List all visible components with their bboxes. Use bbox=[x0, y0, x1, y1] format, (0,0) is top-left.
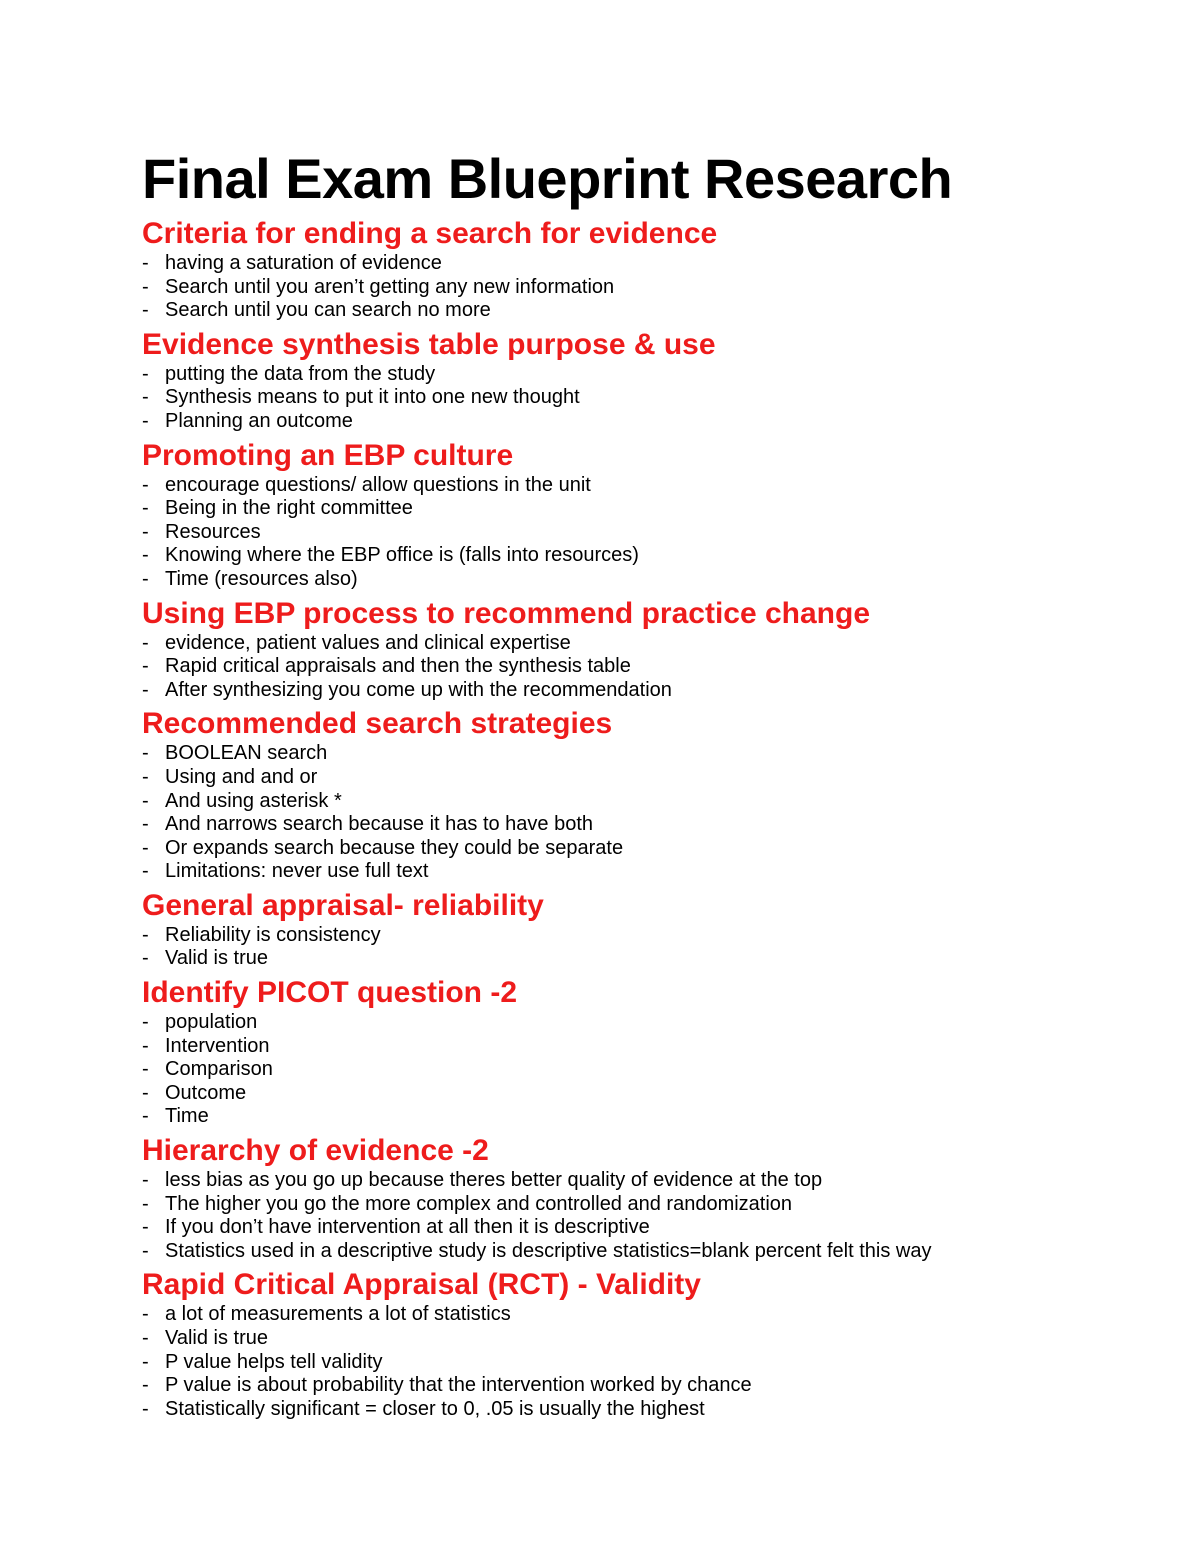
list-item bbox=[142, 1351, 1142, 1375]
section bbox=[142, 327, 1142, 434]
section-heading: Promoting an EBP culture bbox=[142, 438, 514, 472]
list-item-text: Synthesis means to put it into one new thought bbox=[165, 386, 580, 409]
list-item bbox=[142, 521, 1142, 545]
section bbox=[142, 888, 1142, 971]
bullet-list bbox=[142, 474, 1142, 592]
section bbox=[142, 596, 1142, 703]
bullet-dash: - bbox=[142, 409, 149, 432]
list-item bbox=[142, 1240, 1142, 1264]
list-item bbox=[142, 742, 1142, 766]
list-item-text: BOOLEAN search bbox=[165, 742, 328, 765]
list-item-text: encourage questions/ allow questions in the unit bbox=[165, 473, 591, 496]
bullet-dash: - bbox=[142, 860, 149, 883]
bullet-dash: - bbox=[142, 923, 149, 946]
section-heading: Evidence synthesis table purpose & use bbox=[142, 327, 716, 361]
bullet-dash: - bbox=[142, 1169, 149, 1192]
list-item bbox=[142, 1082, 1142, 1106]
list-item-text: population bbox=[165, 1011, 258, 1034]
bullet-dash: - bbox=[142, 742, 149, 765]
bullet-dash: - bbox=[142, 386, 149, 409]
bullet-list bbox=[142, 632, 1142, 703]
bullet-list bbox=[142, 252, 1142, 323]
bullet-dash: - bbox=[142, 1105, 149, 1128]
list-item-text: Limitations: never use full text bbox=[165, 860, 429, 883]
bullet-dash: - bbox=[142, 275, 149, 298]
bullet-dash: - bbox=[142, 497, 149, 520]
list-item bbox=[142, 790, 1142, 814]
list-item-text: Planning an outcome bbox=[165, 409, 353, 432]
document-title: Final Exam Blueprint Research bbox=[142, 147, 953, 210]
list-item bbox=[142, 813, 1142, 837]
list-item bbox=[142, 924, 1142, 948]
list-item bbox=[142, 1058, 1142, 1082]
list-item-text: Time (resources also) bbox=[165, 567, 358, 590]
bullet-dash: - bbox=[142, 1350, 149, 1373]
bullet-dash: - bbox=[142, 544, 149, 567]
list-item bbox=[142, 1374, 1142, 1398]
section-heading: Using EBP process to recommend practice change bbox=[142, 596, 871, 630]
list-item-text: Using and and or bbox=[165, 765, 318, 788]
list-item bbox=[142, 1193, 1142, 1217]
list-item-text: putting the data from the study bbox=[165, 362, 436, 385]
bullet-dash: - bbox=[142, 299, 149, 322]
bullet-list bbox=[142, 1303, 1142, 1421]
list-item-text: Outcome bbox=[165, 1081, 247, 1104]
list-item bbox=[142, 410, 1142, 434]
bullet-dash: - bbox=[142, 765, 149, 788]
list-item-text: The higher you go the more complex and controlled and randomization bbox=[165, 1192, 793, 1215]
document-page bbox=[142, 146, 1142, 1421]
bullet-dash: - bbox=[142, 473, 149, 496]
list-item bbox=[142, 1303, 1142, 1327]
list-item bbox=[142, 837, 1142, 861]
list-item-text: Statistics used in a descriptive study is descriptive statistics=blank percent felt this way bbox=[165, 1239, 932, 1262]
bullet-list bbox=[142, 1011, 1142, 1129]
bullet-dash: - bbox=[142, 1034, 149, 1057]
section bbox=[142, 1267, 1142, 1421]
list-item-text: evidence, patient values and clinical expertise bbox=[165, 631, 571, 654]
list-item bbox=[142, 679, 1142, 703]
list-item bbox=[142, 276, 1142, 300]
list-item-text: Valid is true bbox=[165, 1327, 269, 1349]
list-item-text: Intervention bbox=[165, 1034, 270, 1057]
list-item-text: P value helps tell validity bbox=[165, 1350, 383, 1373]
bullet-dash: - bbox=[142, 1327, 149, 1349]
list-item bbox=[142, 299, 1142, 323]
section-heading: Criteria for ending a search for evidence bbox=[142, 217, 718, 250]
list-item bbox=[142, 947, 1142, 971]
bullet-dash: - bbox=[142, 362, 149, 385]
list-item-text: Resources bbox=[165, 520, 261, 543]
bullet-dash: - bbox=[142, 1058, 149, 1081]
list-item bbox=[142, 544, 1142, 568]
bullet-dash: - bbox=[142, 836, 149, 859]
bullet-dash: - bbox=[142, 631, 149, 654]
list-item-text: Time bbox=[165, 1105, 209, 1128]
section-heading: Identify PICOT question -2 bbox=[142, 976, 518, 1010]
section bbox=[142, 706, 1142, 884]
list-item-text: P value is about probability that the intervention worked by chance bbox=[165, 1374, 752, 1397]
sections-container bbox=[142, 216, 1142, 1421]
list-item-text: Or expands search because they could be separate bbox=[165, 836, 624, 859]
bullet-dash: - bbox=[142, 678, 149, 701]
list-item bbox=[142, 1011, 1142, 1035]
bullet-dash: - bbox=[142, 1397, 149, 1420]
bullet-dash: - bbox=[142, 789, 149, 812]
section bbox=[142, 1133, 1142, 1263]
section bbox=[142, 216, 1142, 323]
bullet-dash: - bbox=[142, 655, 149, 678]
bullet-dash: - bbox=[142, 1192, 149, 1215]
list-item bbox=[142, 1105, 1142, 1129]
bullet-dash: - bbox=[142, 1239, 149, 1262]
list-item bbox=[142, 1216, 1142, 1240]
list-item-text: Reliability is consistency bbox=[165, 923, 381, 946]
list-item-text: a lot of measurements a lot of statistics bbox=[165, 1303, 511, 1326]
list-item-text: Comparison bbox=[165, 1058, 273, 1081]
list-item bbox=[142, 568, 1142, 592]
bullet-dash: - bbox=[142, 1216, 149, 1239]
bullet-dash: - bbox=[142, 813, 149, 836]
list-item-text: having a saturation of evidence bbox=[165, 252, 442, 274]
section bbox=[142, 438, 1142, 592]
list-item-text: Search until you can search no more bbox=[165, 299, 491, 322]
section-heading: Rapid Critical Appraisal (RCT) - Validity bbox=[142, 1268, 701, 1302]
list-item bbox=[142, 860, 1142, 884]
list-item bbox=[142, 497, 1142, 521]
list-item bbox=[142, 252, 1142, 276]
list-item-text: And using asterisk * bbox=[165, 789, 342, 812]
bullet-dash: - bbox=[142, 252, 149, 274]
list-item-text: Knowing where the EBP office is (falls into resources) bbox=[165, 544, 639, 567]
list-item bbox=[142, 474, 1142, 498]
section-heading: General appraisal- reliability bbox=[142, 888, 544, 922]
list-item-text: If you don’t have intervention at all then it is descriptive bbox=[165, 1216, 650, 1239]
list-item bbox=[142, 655, 1142, 679]
bullet-dash: - bbox=[142, 1011, 149, 1034]
bullet-dash: - bbox=[142, 1374, 149, 1397]
list-item bbox=[142, 363, 1142, 387]
bullet-dash: - bbox=[142, 947, 149, 970]
list-item bbox=[142, 1169, 1142, 1193]
list-item-text: less bias as you go up because theres better quality of evidence at the top bbox=[165, 1169, 823, 1192]
bullet-dash: - bbox=[142, 1303, 149, 1326]
list-item-text: Statistically significant = closer to 0, .05 is usually the highest bbox=[165, 1397, 705, 1420]
list-item-text: And narrows search because it has to have both bbox=[165, 813, 594, 836]
list-item bbox=[142, 766, 1142, 790]
list-item-text: Being in the right committee bbox=[165, 497, 413, 520]
bullet-list bbox=[142, 742, 1142, 884]
bullet-list bbox=[142, 1169, 1142, 1263]
list-item-text: Rapid critical appraisals and then the synthesis table bbox=[165, 655, 631, 678]
bullet-list bbox=[142, 363, 1142, 434]
bullet-dash: - bbox=[142, 1081, 149, 1104]
section-heading: Hierarchy of evidence -2 bbox=[142, 1134, 489, 1168]
list-item-text: After synthesizing you come up with the recommendation bbox=[165, 678, 672, 701]
list-item bbox=[142, 632, 1142, 656]
list-item-text: Valid is true bbox=[165, 947, 269, 970]
section-heading: Recommended search strategies bbox=[142, 707, 613, 741]
bullet-dash: - bbox=[142, 567, 149, 590]
list-item bbox=[142, 1035, 1142, 1059]
bullet-dash: - bbox=[142, 520, 149, 543]
list-item-text: Search until you aren’t getting any new information bbox=[165, 275, 615, 298]
section bbox=[142, 975, 1142, 1129]
bullet-list bbox=[142, 924, 1142, 971]
list-item bbox=[142, 1398, 1142, 1422]
list-item bbox=[142, 1327, 1142, 1351]
list-item bbox=[142, 386, 1142, 410]
